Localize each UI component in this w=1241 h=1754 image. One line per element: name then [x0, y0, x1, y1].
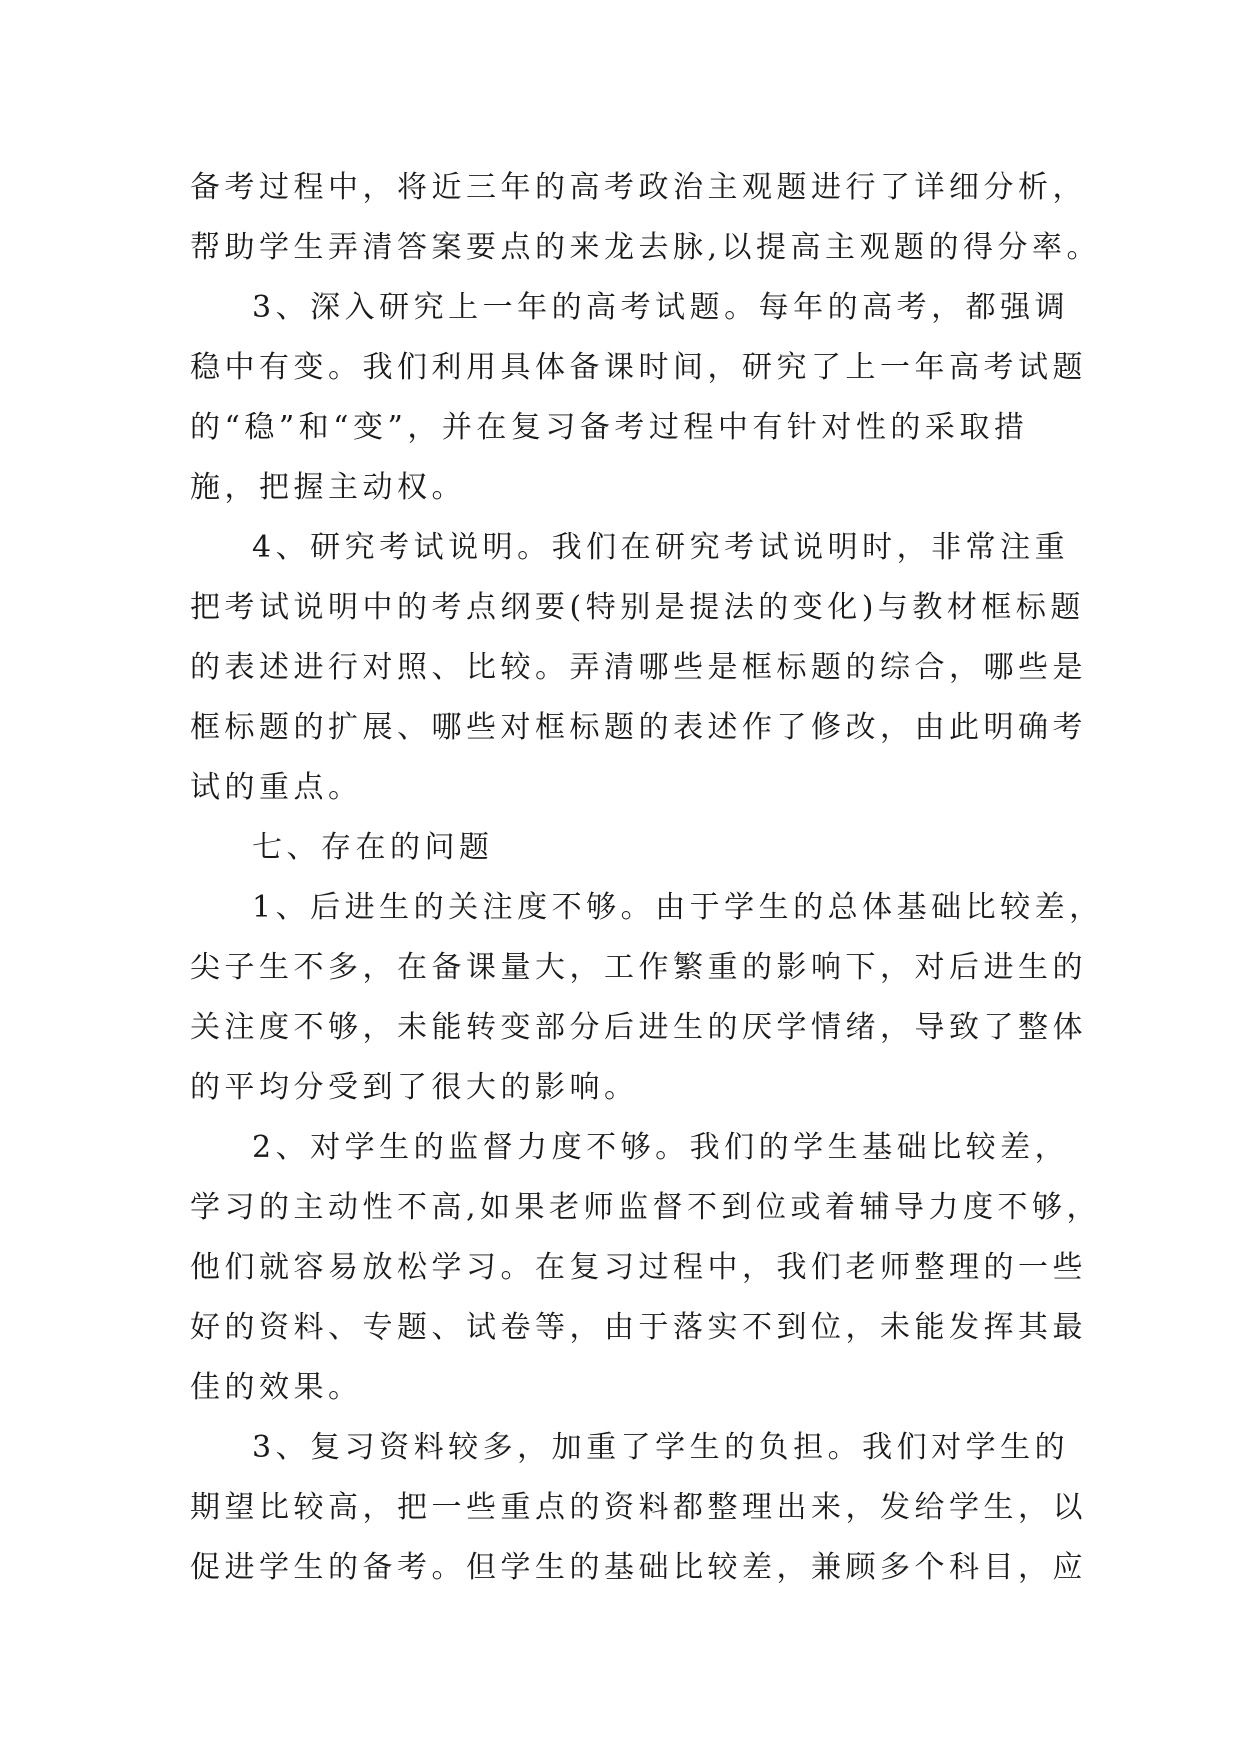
text-line: 尖子生不多，在备课量大，工作繁重的影响下，对后进生的: [190, 950, 1087, 985]
text-line: 的表述进行对照、比较。弄清哪些是框标题的综合，哪些是: [190, 650, 1087, 685]
text-line: 试的重点。: [190, 770, 363, 805]
section-heading: 七、存在的问题: [252, 830, 494, 865]
text-line: 稳中有变。我们利用具体备课时间，研究了上一年高考试题: [190, 350, 1087, 385]
text-line: 促进学生的备考。但学生的基础比较差，兼顾多个科目，应: [190, 1550, 1087, 1585]
text-line: 4、研究考试说明。我们在研究考试说明时，非常注重: [252, 530, 1070, 565]
text-line: 1、后进生的关注度不够。由于学生的总体基础比较差，: [252, 890, 1104, 925]
text-line: 学习的主动性不高,如果老师监督不到位或着辅导力度不够，: [190, 1190, 1102, 1225]
text-line: 他们就容易放松学习。在复习过程中，我们老师整理的一些: [190, 1250, 1087, 1285]
text-line: 3、复习资料较多，加重了学生的负担。我们对学生的: [252, 1430, 1070, 1465]
text-line: 把考试说明中的考点纲要(特别是提法的变化)与教材框标题: [190, 590, 1085, 625]
text-line: 施，把握主动权。: [190, 470, 466, 505]
text-line: 帮助学生弄清答案要点的来龙去脉,以提高主观题的得分率。: [190, 230, 1102, 265]
text-line: 关注度不够，未能转变部分后进生的厌学情绪，导致了整体: [190, 1010, 1087, 1045]
text-line: 期望比较高，把一些重点的资料都整理出来，发给学生，以: [190, 1490, 1087, 1525]
text-line: 2、对学生的监督力度不够。我们的学生基础比较差，: [252, 1130, 1070, 1165]
text-line: 备考过程中，将近三年的高考政治主观题进行了详细分析，: [190, 170, 1087, 205]
document-body: [190, 158, 1104, 1598]
text-line: 好的资料、专题、试卷等，由于落实不到位，未能发挥其最: [190, 1310, 1087, 1345]
text-line: 3、深入研究上一年的高考试题。每年的高考，都强调: [252, 290, 1070, 325]
text-line: 的平均分受到了很大的影响。: [190, 1070, 639, 1105]
text-line: 佳的效果。: [190, 1370, 363, 1405]
text-line: 的“稳”和“变”，并在复习备考过程中有针对性的采取措: [190, 410, 1029, 445]
text-line: 框标题的扩展、哪些对框标题的表述作了修改，由此明确考: [190, 710, 1087, 745]
